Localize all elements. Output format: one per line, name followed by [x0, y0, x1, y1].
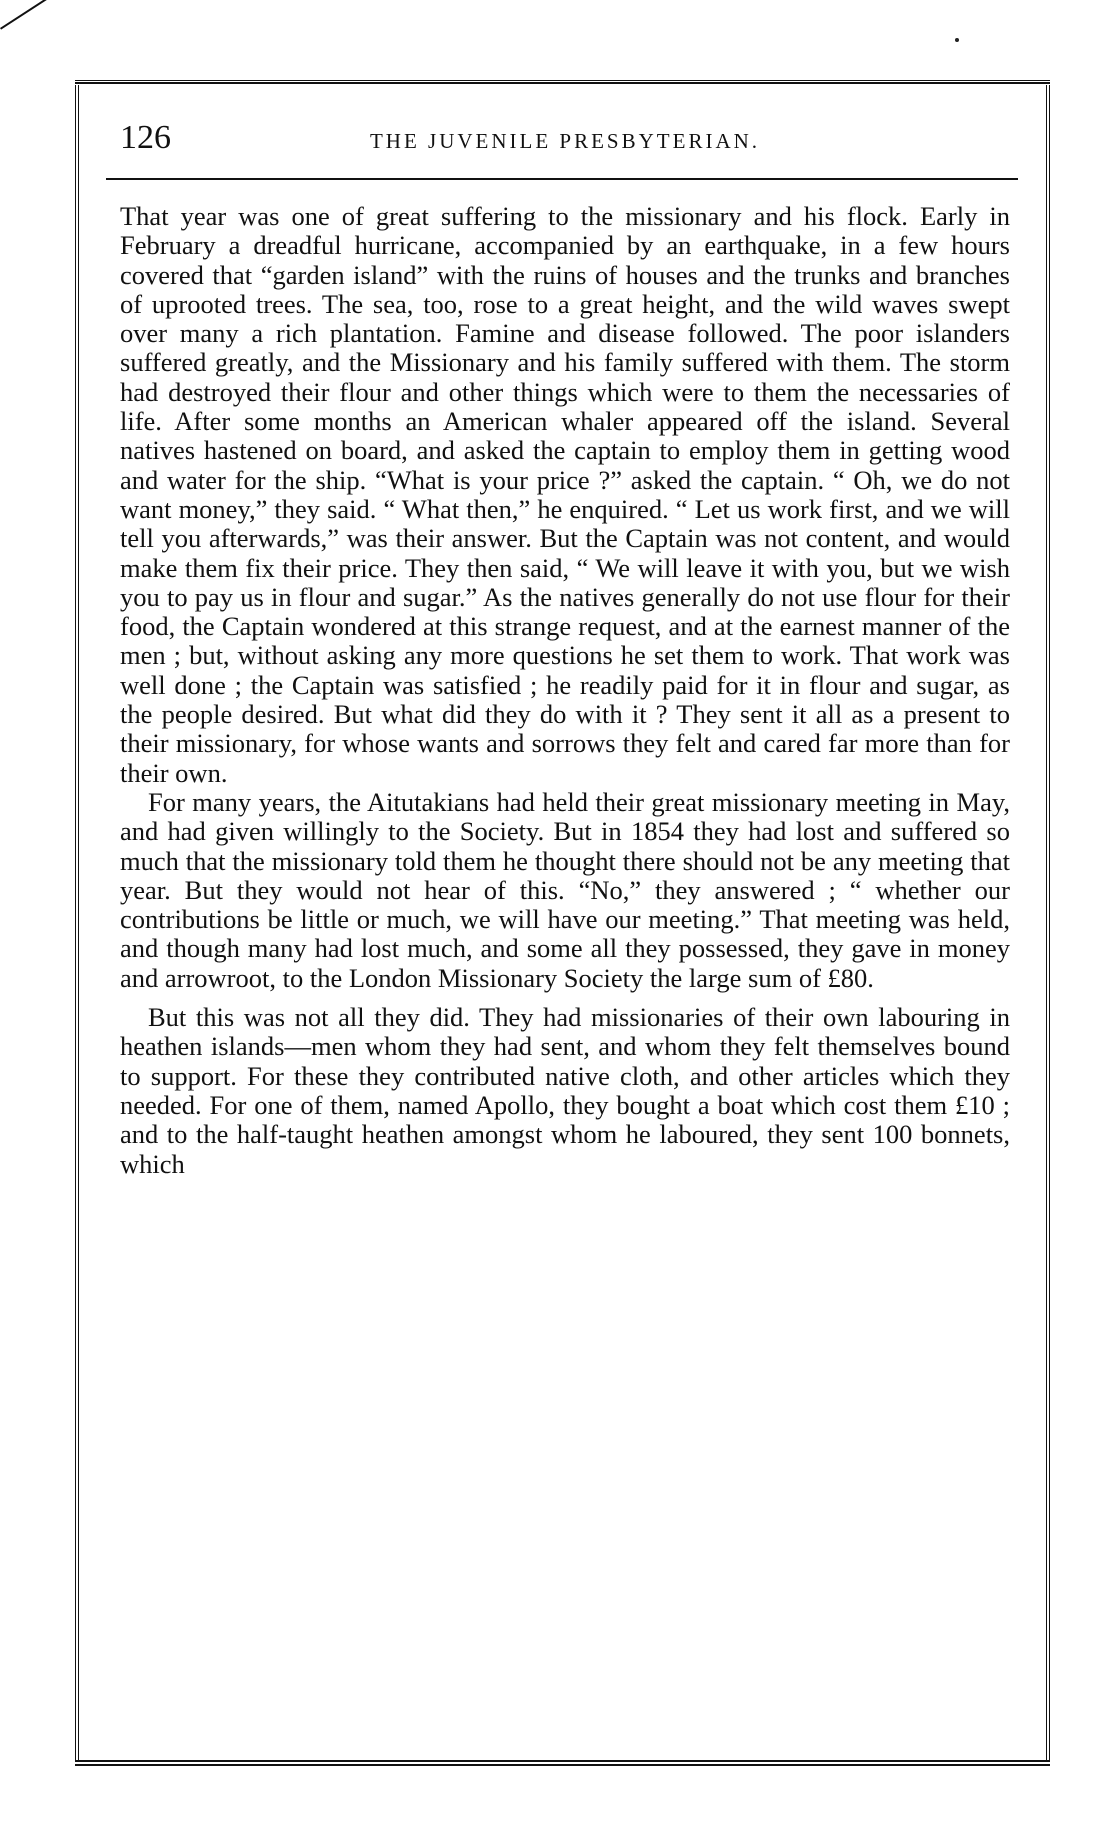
article-body: [120, 202, 1010, 1179]
running-head: THE JUVENILE PRESBYTERIAN.: [369, 129, 761, 153]
frame-top-rule: [75, 80, 1050, 84]
scan-speck: [955, 38, 959, 42]
page-header: [120, 118, 1010, 166]
paragraph: For many years, the Aitutakians had held their great missionary meeting in May, and had given willingly to the Society. But in 1854 they had lost and suffered so much that the missionary told them he thought there should not be any meeting that year. But they would not hear of this. “No,” they answered ; “ whether our contributions be little or much, we will have our meeting.” That meeting was held, and though many had lost much, and some all they possessed, they gave in money and arrowroot, to the London Missionary Society the large sum of £80.: [120, 786, 1010, 993]
scan-corner-mark: [0, 0, 81, 30]
paragraph: But this was not all they did. They had missionaries of their own labouring in heathen islands—men whom they had sent, and whom they felt themselves bound to support. For these they contributed native cloth, and other articles which they needed. For one of them, named Apollo, they bought a boat which cost them £10 ; and to the half-taught heathen amongst whom he laboured, they sent 100 bonnets, which: [120, 1002, 1010, 1179]
frame-bottom-rule: [75, 1760, 1050, 1766]
page-number: 126: [120, 119, 171, 156]
header-rule: [106, 178, 1018, 180]
paragraph: That year was one of great suffering to the missionary and his flock. Early in February a dreadful hurricane, accompanied by an earthquake, in a few hours covered that “garden island” with the ruins of houses and the trunks and branches of uprooted trees. The sea, too, rose to a great height, and the wild waves swept over many a rich plantation. Famine and disease followed. The poor islanders suffered greatly, and the Missionary and his family suffered with them. The storm had destroyed their flour and other things which were to them the necessaries of life. After some months an American whaler appeared off the island. Several natives hastened on board, and asked the captain to employ them in getting wood and water for the ship. “What is your price ?” asked the captain. “ Oh, we do not want money,” they said. “ What then,” he enquired. “ Let us work first, and we will tell you afterwards,” was their answer. But the Captain was not content, and would make them fix their price. They then said, “ We will leave it with you, but we wish you to pay us in flour and sugar.” As the natives generally do not use flour for their food, the Captain wondered at this strange request, and at the earnest manner of the men ; but, without asking any more questions he set them to work. That work was well done ; the Captain was satisfied ; he readily paid for it in flour and sugar, as the people desired. But what did they do with it ? They sent it all as a present to their missionary, for whose wants and sorrows they felt and cared far more than for their own.: [120, 201, 1010, 788]
